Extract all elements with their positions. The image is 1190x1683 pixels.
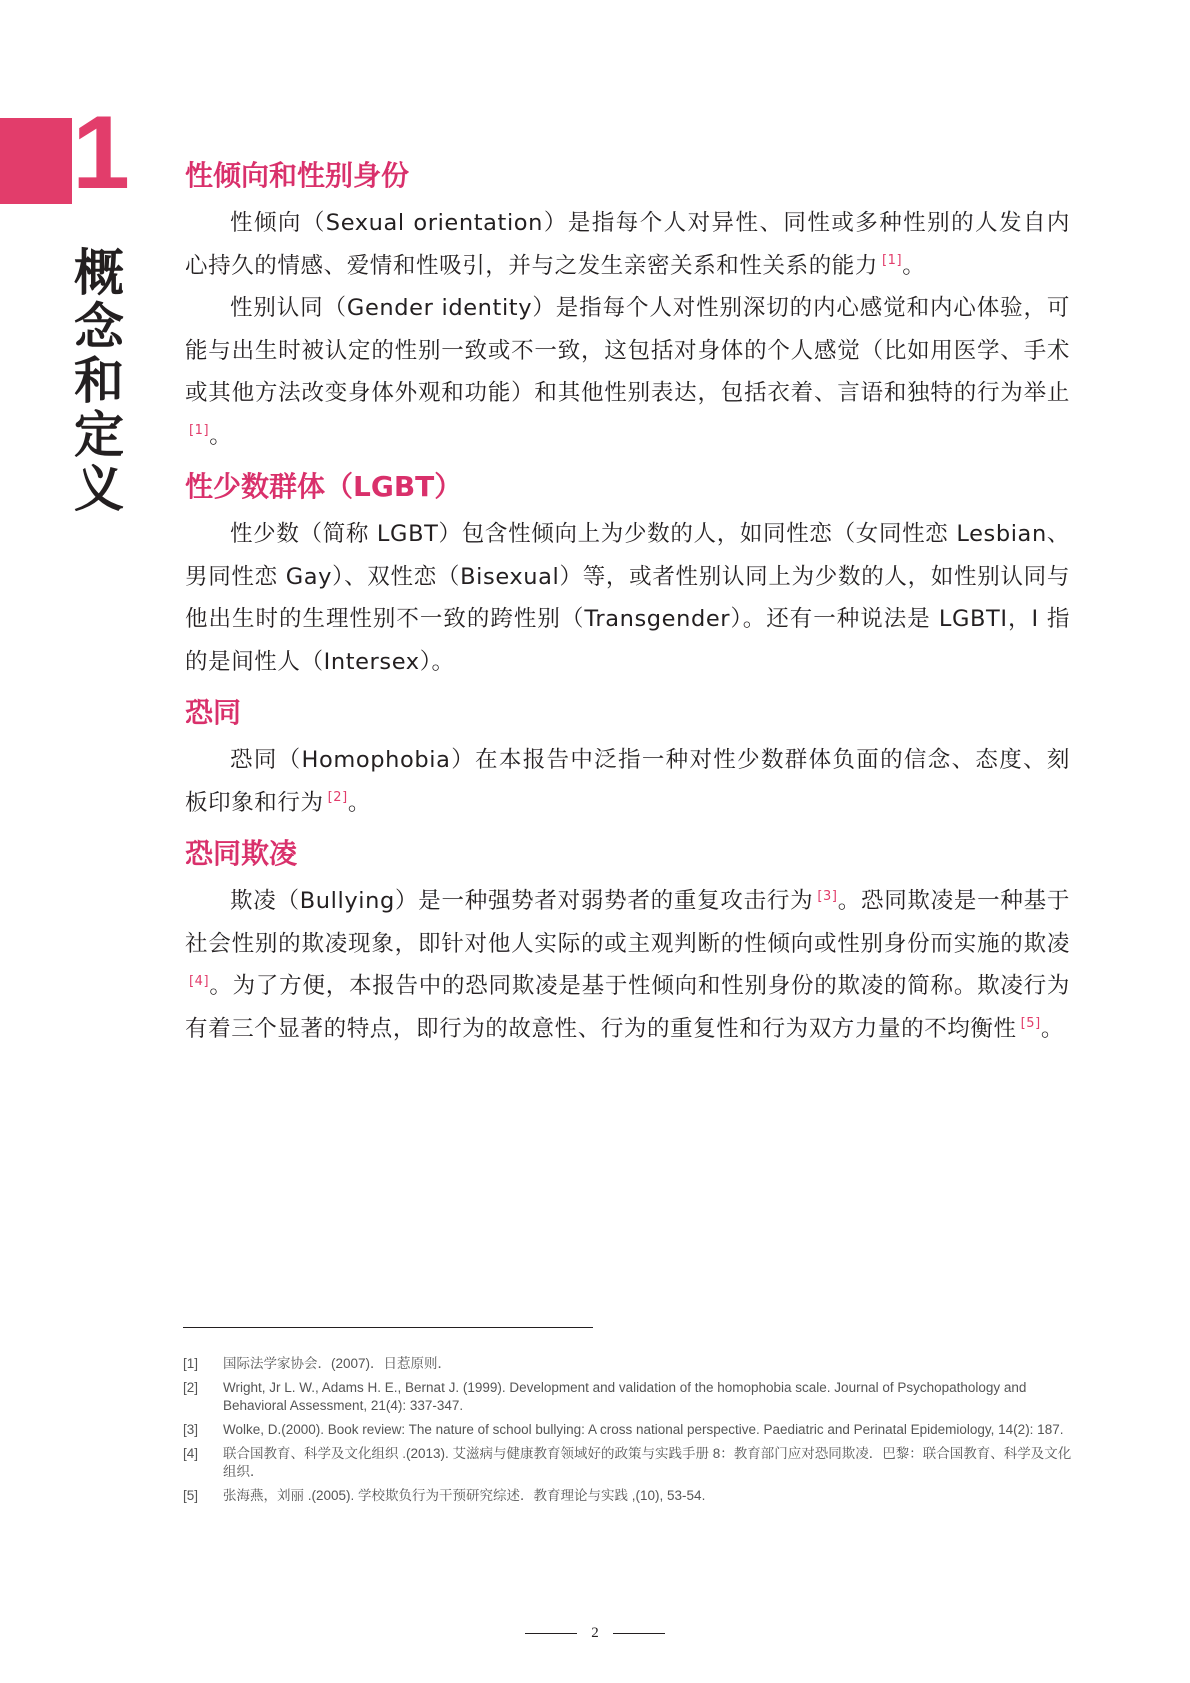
footnote-divider [183,1327,593,1328]
footnote-text: 张海燕，刘丽 .(2005). 学校欺负行为干预研究综述．教育理论与实践 ,(10), 53-54. [223,1488,706,1503]
main-content [185,150,1070,1054]
footnote-text: Wright, Jr L. W., Adams H. E., Bernat J. (1999). Development and validation of the homophobia scale. Journal of Psychopathology and Behavioral Assessment, 21(4): 337-347. [223,1380,1027,1413]
footnote [183,1379,1083,1415]
chapter-tab-block [0,118,72,204]
page-footer [0,1625,1190,1642]
page-number: 2 [591,1625,599,1641]
footnote [183,1355,1083,1373]
citation-ref[interactable]: [1] [189,423,210,438]
section-homophobic-bullying [185,828,1070,1050]
footnote-number: [4] [183,1446,199,1461]
section-heading: 恐同欺凌 [185,837,298,870]
section-homophobia [185,687,1070,824]
footnote-number: [3] [183,1422,199,1437]
citation-ref[interactable]: [3] [817,888,838,904]
footer-line-right [613,1633,665,1634]
section-heading: 恐同 [185,696,242,729]
section-lgbt [185,461,1070,683]
citation-ref[interactable]: [4] [189,973,210,989]
citation-ref[interactable]: [1] [882,253,903,268]
paragraph: 欺凌（Bullying）是一种强势者对弱势者的重复攻击行为 [3]。恐同欺凌是一种基于社会性别的欺凌现象，即针对他人实际的或主观判断的性倾向或性别身份而实施的欺凌[4]。为了方便，本报告中的恐同欺凌是基于性倾向和性别身份的欺凌的简称。欺凌行为有着三个显著的特点，即行为的故意性、行为的重复性和行为双方力量的不均衡性 [5]。 [185,888,1070,1042]
footer-line-left [525,1633,577,1634]
footnote [183,1445,1083,1481]
footnote-number: [1] [183,1356,199,1371]
footnote-text: 联合国教育、科学及文化组织 .(2013). 艾滋病与健康教育领域好的政策与实践手册 8：教育部门应对恐同欺凌．巴黎：联合国教育、科学及文化组织． [223,1446,1072,1479]
footnotes [183,1355,1083,1511]
footnote-number: [2] [183,1380,199,1395]
footnote-text: 国际法学家协会．(2007)．日惹原则． [223,1356,452,1371]
footnote [183,1421,1083,1439]
paragraph: 性别认同（Gender identity）是指每个人对性别深切的内心感觉和内心体验，可能与出生时被认定的性别一致或不一致，这包括对身体的个人感觉（比如用医学、手术或其他方法改变身体外观和功能）和其他性别表达，包括衣着、言语和独特的行为举止[1]。 [185,295,1070,449]
footnote-number: [5] [183,1488,199,1503]
section-heading: 性倾向和性别身份 [185,159,410,192]
footnote-text: Wolke, D.(2000). Book review: The nature of school bullying: A cross national perspective. Paediatric and Perinatal Epidemiology, 14(2): 187. [223,1422,1064,1437]
footnote [183,1487,1083,1505]
citation-ref[interactable]: [2] [327,790,348,805]
paragraph: 恐同（Homophobia）在本报告中泛指一种对性少数群体负面的信念、态度、刻板印象和行为 [2]。 [185,747,1070,816]
section-orientation-identity [185,150,1070,457]
paragraph: 性倾向（Sexual orientation）是指每个人对异性、同性或多种性别的人发自内心持久的情感、爱情和性吸引，并与之发生亲密关系和性关系的能力 [1]。 [185,210,1070,279]
citation-ref[interactable]: [5] [1020,1016,1041,1031]
section-heading: 性少数群体（LGBT） [185,470,463,503]
chapter-number: 1 [72,95,126,211]
chapter-title: 概念和定义 [74,244,124,518]
paragraph: 性少数（简称 LGBT）包含性倾向上为少数的人，如同性恋（女同性恋 Lesbian、男同性恋 Gay）、双性恋（Bisexual）等，或者性别认同上为少数的人，如性别认同与他出生时的生理性别不一致的跨性别（Transgender）。还有一种说法是 LGBTI，I 指的是间性人（Intersex）。 [185,521,1070,675]
